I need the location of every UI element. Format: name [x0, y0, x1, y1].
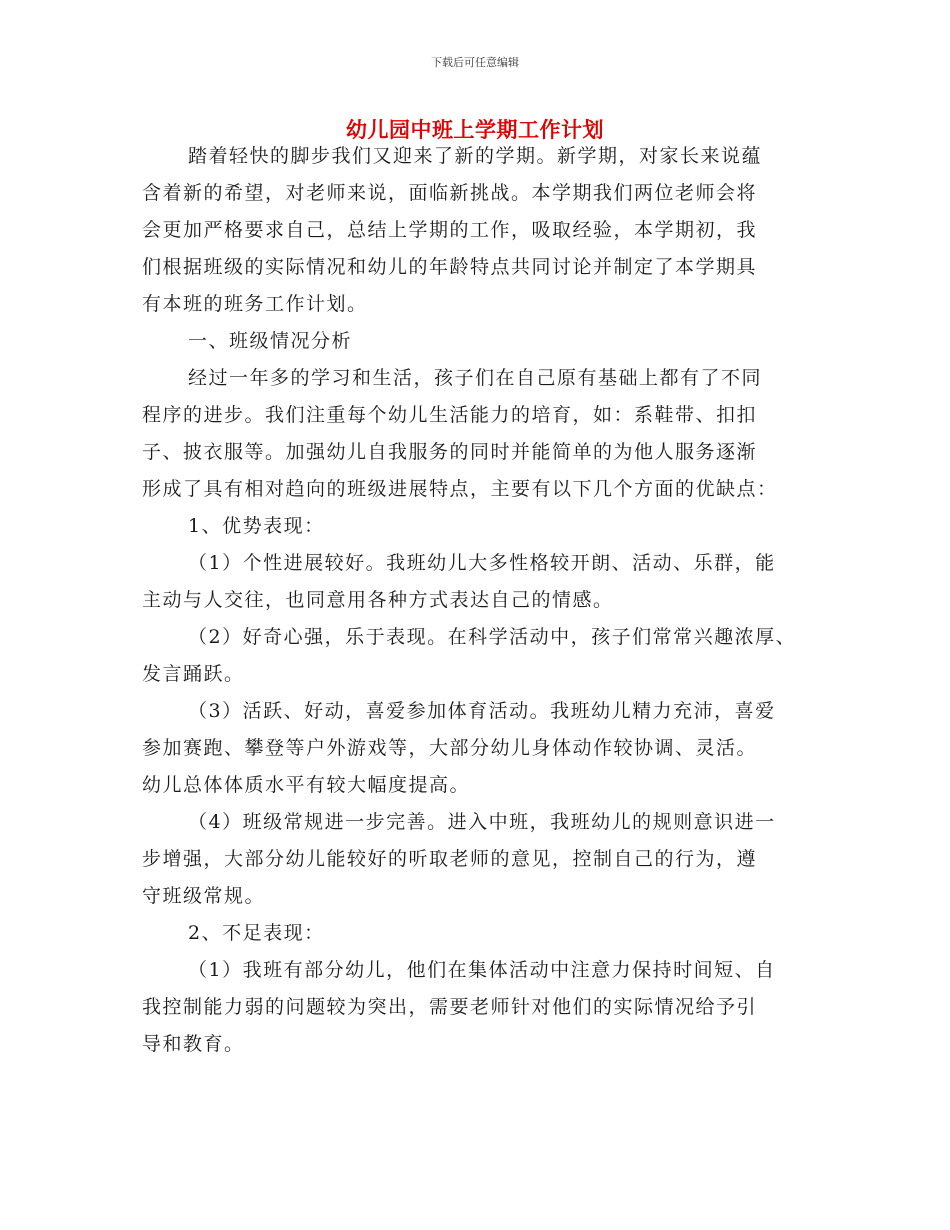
document-body: [142, 138, 832, 1063]
document-title: 幼儿园中班上学期工作计划: [346, 118, 604, 142]
paragraph-analysis: [142, 360, 832, 508]
section-heading-class-analysis: [142, 323, 832, 360]
text-line: 我控制能力弱的问题较为突出，需要老师针对他们的实际情况给予引: [142, 996, 758, 1018]
text-line: 一、班级情况分析: [188, 330, 353, 352]
text-line: （2）好奇心强，乐于表现。在科学活动中，孩子们常常兴趣浓厚、: [188, 626, 797, 648]
paragraph-strength-3: [142, 693, 832, 804]
text-line: 有本班的班务工作计划。: [142, 293, 368, 315]
text-line: 子、披衣服等。加强幼儿自我服务的同时并能简单的为他人服务逐渐: [142, 441, 758, 463]
text-line: 1、优势表现：: [188, 515, 325, 537]
text-line: 2、不足表现：: [188, 922, 325, 944]
paragraph-strength-1: [142, 545, 832, 619]
text-line: 程序的进步。我们注重每个幼儿生活能力的培育，如：系鞋带、扣扣: [142, 404, 758, 426]
text-line: 会更加严格要求自己，总结上学期的工作，吸取经验，本学期初，我: [142, 219, 758, 241]
header-note: 下载后可任意编辑: [431, 56, 519, 69]
paragraph-intro: [142, 138, 832, 323]
text-line: （4）班级常规进一步完善。进入中班，我班幼儿的规则意识进一: [188, 811, 776, 833]
subheading-weaknesses: [142, 915, 832, 952]
paragraph-strength-2: [142, 619, 832, 693]
text-line: 含着新的希望，对老师来说，面临新挑战。本学期我们两位老师会将: [142, 182, 758, 204]
text-line: 踏着轻快的脚步我们又迎来了新的学期。新学期，对家长来说蕴: [188, 145, 763, 167]
paragraph-strength-4: [142, 804, 832, 915]
text-line: 参加赛跑、攀登等户外游戏等，大部分幼儿身体动作较协调、灵活。: [142, 737, 758, 759]
text-line: 形成了具有相对趋向的班级进展特点，主要有以下几个方面的优缺点：: [142, 478, 778, 500]
text-line: （1）个性进展较好。我班幼儿大多性格较开朗、活动、乐群，能: [188, 552, 776, 574]
text-line: 经过一年多的学习和生活，孩子们在自己原有基础上都有了不同: [188, 367, 763, 389]
text-line: （3）活跃、好动，喜爱参加体育活动。我班幼儿精力充沛，喜爱: [188, 700, 776, 722]
text-line: （1）我班有部分幼儿，他们在集体活动中注意力保持时间短、自: [188, 959, 776, 981]
text-line: 步增强，大部分幼儿能较好的听取老师的意见，控制自己的行为，遵: [142, 848, 758, 870]
text-line: 们根据班级的实际情况和幼儿的年龄特点共同讨论并制定了本学期具: [142, 256, 758, 278]
text-line: 发言踊跃。: [142, 663, 245, 685]
subheading-strengths: [142, 508, 832, 545]
text-line: 幼儿总体体质水平有较大幅度提高。: [142, 774, 471, 796]
text-line: 主动与人交往，也同意用各种方式表达自己的情感。: [142, 589, 614, 611]
paragraph-weakness-1: [142, 952, 832, 1063]
text-line: 导和教育。: [142, 1033, 245, 1055]
text-line: 守班级常规。: [142, 885, 266, 907]
